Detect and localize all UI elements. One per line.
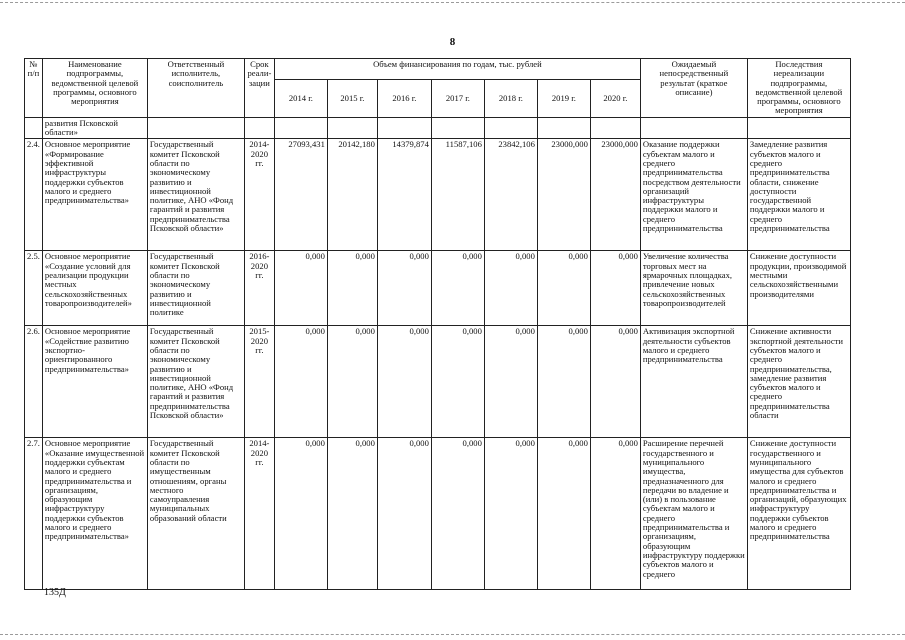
- header-name: Наименование подпрограммы, ведомственной целевой программы, основного мероприятия: [42, 59, 147, 118]
- header-year: 2020 г.: [590, 79, 640, 117]
- row-value: 0,000: [431, 326, 484, 438]
- row-term: 2015-2020 гг.: [244, 326, 274, 438]
- row-result: Активизация экспортной деятельности субъектов малого и среднего предпринимательства: [640, 326, 747, 438]
- header-year: 2016 г.: [377, 79, 431, 117]
- row-num: 2.5.: [25, 251, 43, 326]
- row-value: 0,000: [377, 438, 431, 590]
- row-value: 0,000: [377, 326, 431, 438]
- row-value: 0,000: [274, 326, 327, 438]
- row-value: 0,000: [537, 251, 590, 326]
- header-num: № п/п: [25, 59, 43, 118]
- header-year: 2015 г.: [327, 79, 377, 117]
- row-value: 0,000: [590, 438, 640, 590]
- row-value: 0,000: [377, 251, 431, 326]
- row-value: 0,000: [484, 251, 537, 326]
- row-num: 2.7.: [25, 438, 43, 590]
- row-executor: Государственный комитет Псковской области по имущественным отношениям, органы местного самоуправления муниципальных образований области: [147, 438, 244, 590]
- row-num: 2.6.: [25, 326, 43, 438]
- row-value: 27093,431: [274, 139, 327, 251]
- row-executor: Государственный комитет Псковской области по экономическому развитию и инвестиционной политике, АНО «Фонд гарантий и развития предпринимательства Псковской области»: [147, 139, 244, 251]
- header-consequences: Последствия нереализации подпрограммы, ведомственной целевой программы, основного мероприятия: [747, 59, 850, 118]
- row-term: 2014-2020 гг.: [244, 438, 274, 590]
- header-year: 2014 г.: [274, 79, 327, 117]
- footer-code: 135Д: [44, 587, 66, 598]
- row-value: 0,000: [590, 326, 640, 438]
- row-consequences: Замедление развития субъектов малого и среднего предпринимательства области, снижение доступности государственной поддержки малого и среднего предпринимательства: [747, 139, 850, 251]
- top-edge-line: [0, 2, 905, 3]
- row-result: Увеличение количества торговых мест на ярмарочных площадках, привлечение новых сельскохозяйственных товаропроизводителей: [640, 251, 747, 326]
- header-result: Ожидаемый непосредственный результат (краткое описание): [640, 59, 747, 118]
- row-value: 0,000: [274, 438, 327, 590]
- row-value: 0,000: [484, 438, 537, 590]
- row-name: Основное мероприятие «Оказание имущественной поддержки субъектам малого и среднего предпринимательства и организациям, образующим инфраструктуру поддержки субъектов малого и среднего предпринимательства»: [42, 438, 147, 590]
- row-value: 0,000: [274, 251, 327, 326]
- row-value: 0,000: [327, 438, 377, 590]
- header-executor: Ответственный исполнитель, соисполнитель: [147, 59, 244, 118]
- table-row: [25, 438, 851, 590]
- header-year: 2019 г.: [537, 79, 590, 117]
- page-number: 8: [449, 36, 456, 48]
- row-executor: Государственный комитет Псковской области по экономическому развитию и инвестиционной политике: [147, 251, 244, 326]
- row-num: 2.4.: [25, 139, 43, 251]
- row-value: 0,000: [327, 326, 377, 438]
- row-value: 14379,874: [377, 139, 431, 251]
- row-value: 23000,000: [590, 139, 640, 251]
- row-value: 0,000: [431, 251, 484, 326]
- row-executor: Государственный комитет Псковской области по экономическому развитию и инвестиционной политике, АНО «Фонд гарантий и развития предпринимательства Псковской области»: [147, 326, 244, 438]
- row-value: 0,000: [484, 326, 537, 438]
- row-name: Основное мероприятие «Создание условий для реализации продукции местных сельскохозяйственных товаропроизводителей»: [42, 251, 147, 326]
- program-table: [24, 58, 851, 590]
- table-row: [25, 326, 851, 438]
- row-name: Основное мероприятие «Формирование эффективной инфраструктуры поддержки субъектов малого и среднего предпринимательства»: [42, 139, 147, 251]
- row-value: 0,000: [590, 251, 640, 326]
- row-consequences: Снижение доступности продукции, производимой местными сельскохозяйственными производителями: [747, 251, 850, 326]
- header-year: 2017 г.: [431, 79, 484, 117]
- row-name: Основное мероприятие «Содействие развитию экспортно-ориентированного предпринимательства»: [42, 326, 147, 438]
- table-row: [25, 139, 851, 251]
- row-consequences: Снижение активности экспортной деятельности субъектов малого и среднего предпринимательства, замедление развития субъектов малого и среднего предпринимательства области: [747, 326, 850, 438]
- row-result: Расширение перечней государственного и муниципального имущества, предназначенного для передачи во владение и (или) в пользование субъектам малого и среднего предпринимательства и организациям, образующим инфраструктуру поддержки субъектов малого и среднего: [640, 438, 747, 590]
- header-financing: Объем финансирования по годам, тыс. рублей: [274, 59, 640, 80]
- row-value: 0,000: [327, 251, 377, 326]
- table-row: [25, 251, 851, 326]
- row-term: 2016-2020 гг.: [244, 251, 274, 326]
- header-term: Срок реали-зации: [244, 59, 274, 118]
- row-value: 0,000: [431, 438, 484, 590]
- header-year: 2018 г.: [484, 79, 537, 117]
- row-value: 23000,000: [537, 139, 590, 251]
- continuation-text: развития Псковской области»: [42, 117, 147, 139]
- row-value: 11587,106: [431, 139, 484, 251]
- row-value: 20142,180: [327, 139, 377, 251]
- row-consequences: Снижение доступности государственного и муниципального имущества для субъектов малого и среднего предпринимательства и организаций, образующих инфраструктуру поддержки субъектов малого и среднего предпринимательства: [747, 438, 850, 590]
- row-term: 2014-2020 гг.: [244, 139, 274, 251]
- row-value: 0,000: [537, 326, 590, 438]
- row-result: Оказание поддержки субъектам малого и среднего предпринимательства посредством деятельности организаций инфраструктуры поддержки малого и среднего предпринимательства: [640, 139, 747, 251]
- bottom-edge-line: [0, 634, 905, 635]
- row-value: 0,000: [537, 438, 590, 590]
- row-value: 23842,106: [484, 139, 537, 251]
